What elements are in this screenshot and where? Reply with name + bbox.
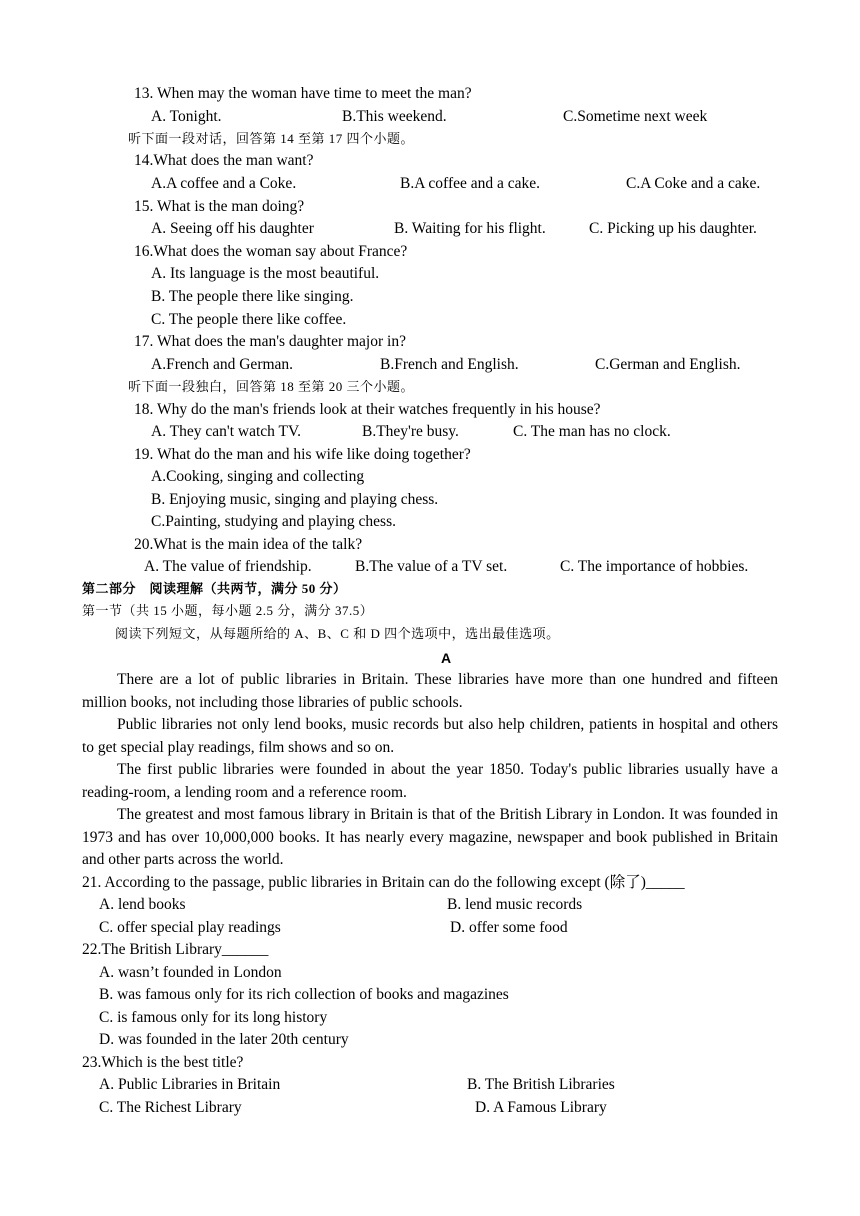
q17-option-c: C.German and English.	[595, 356, 741, 373]
q14-option-a: A.A coffee and a Coke.	[151, 175, 297, 192]
instruction-14-17: 听下面一段对话，回答第 14 至第 17 四个小题。	[128, 131, 415, 146]
q22-option-a: A. wasn’t founded in London	[99, 964, 282, 981]
q23-option-a: A. Public Libraries in Britain	[99, 1076, 281, 1093]
q16-stem: 16.What does the woman say about France?	[134, 243, 408, 260]
q18-option-a: A. They can't watch TV.	[151, 423, 302, 440]
q21-option-c: C. offer special play readings	[99, 919, 281, 936]
q23-option-c: C. The Richest Library	[99, 1099, 242, 1116]
q22-stem: 22.The British Library______	[82, 941, 269, 958]
passage-paragraph-1: There are a lot of public libraries in Britain. These libraries have more than one hundred and fifteen million books, not including those libraries of public schools.	[82, 671, 778, 711]
q22-option-d: D. was founded in the later 20th century	[99, 1031, 349, 1048]
q17-stem: 17. What does the man's daughter major in?	[134, 333, 406, 350]
q21-option-d: D. offer some food	[450, 919, 568, 936]
q14-option-b: B.A coffee and a cake.	[400, 175, 541, 192]
passage-paragraph-2: Public libraries not only lend books, music records but also help children, patients in hospital and others to get special play readings, film shows and so on.	[82, 716, 778, 756]
q21-option-a: A. lend books	[99, 896, 186, 913]
q19-option-b: B. Enjoying music, singing and playing chess.	[151, 491, 439, 508]
q15-option-b: B. Waiting for his flight.	[394, 220, 546, 237]
section-one-title: 第一节（共 15 小题，每小题 2.5 分，满分 37.5）	[82, 603, 374, 618]
q17-option-a: A.French and German.	[151, 356, 294, 373]
q19-option-a: A.Cooking, singing and collecting	[151, 468, 365, 485]
q14-option-c: C.A Coke and a cake.	[626, 175, 761, 192]
part-two-title: 第二部分 阅读理解（共两节，满分 50 分）	[82, 581, 347, 596]
q23-stem: 23.Which is the best title?	[82, 1054, 244, 1071]
q18-option-b: B.They're busy.	[362, 423, 459, 440]
q20-option-b: B.The value of a TV set.	[355, 558, 508, 575]
passage-label: A	[441, 650, 452, 666]
q15-stem: 15. What is the man doing?	[134, 198, 305, 215]
q20-option-a: A. The value of friendship.	[144, 558, 312, 575]
q22-option-b: B. was famous only for its rich collection of books and magazines	[99, 986, 509, 1003]
q13-option-c: C.Sometime next week	[563, 108, 708, 125]
q17-option-b: B.French and English.	[380, 356, 519, 373]
q15-option-c: C. Picking up his daughter.	[589, 220, 757, 237]
q13-stem: 13. When may the woman have time to meet the man?	[134, 85, 472, 102]
q13-option-a: A. Tonight.	[151, 108, 222, 125]
q23-option-b: B. The British Libraries	[467, 1076, 615, 1093]
q13-option-b: B.This weekend.	[342, 108, 447, 125]
q15-option-a: A. Seeing off his daughter	[151, 220, 314, 237]
passage-paragraph-3: The first public libraries were founded in about the year 1850. Today's public libraries usually have a reading-room, a lending room and a reference room.	[82, 761, 778, 801]
q22-option-c: C. is famous only for its long history	[99, 1009, 328, 1026]
q20-stem: 20.What is the main idea of the talk?	[134, 536, 363, 553]
q14-stem: 14.What does the man want?	[134, 152, 314, 169]
passage-paragraph-4: The greatest and most famous library in Britain is that of the British Library in London. It was founded in 1973 and has over 10,000,000 books. It has nearly every magazine, newspaper and book published in Britain and other parts across the world.	[82, 806, 778, 868]
q19-stem: 19. What do the man and his wife like doing together?	[134, 446, 471, 463]
q19-option-c: C.Painting, studying and playing chess.	[151, 513, 396, 530]
instruction-18-20: 听下面一段独白，回答第 18 至第 20 三个小题。	[128, 379, 415, 394]
q16-option-b: B. The people there like singing.	[151, 288, 354, 305]
q16-option-a: A. Its language is the most beautiful.	[151, 265, 380, 282]
q21-option-b: B. lend music records	[447, 896, 583, 913]
q23-option-d: D. A Famous Library	[475, 1099, 607, 1116]
q18-stem: 18. Why do the man's friends look at their watches frequently in his house?	[134, 401, 601, 418]
q18-option-c: C. The man has no clock.	[513, 423, 671, 440]
q16-option-c: C. The people there like coffee.	[151, 311, 347, 328]
q21-stem: 21. According to the passage, public libraries in Britain can do the following except (除了)_____	[82, 874, 685, 891]
reading-instruction: 阅读下列短文，从每题所给的 A、B、C 和 D 四个选项中，选出最佳选项。	[115, 626, 560, 641]
q20-option-c: C. The importance of hobbies.	[560, 558, 749, 575]
